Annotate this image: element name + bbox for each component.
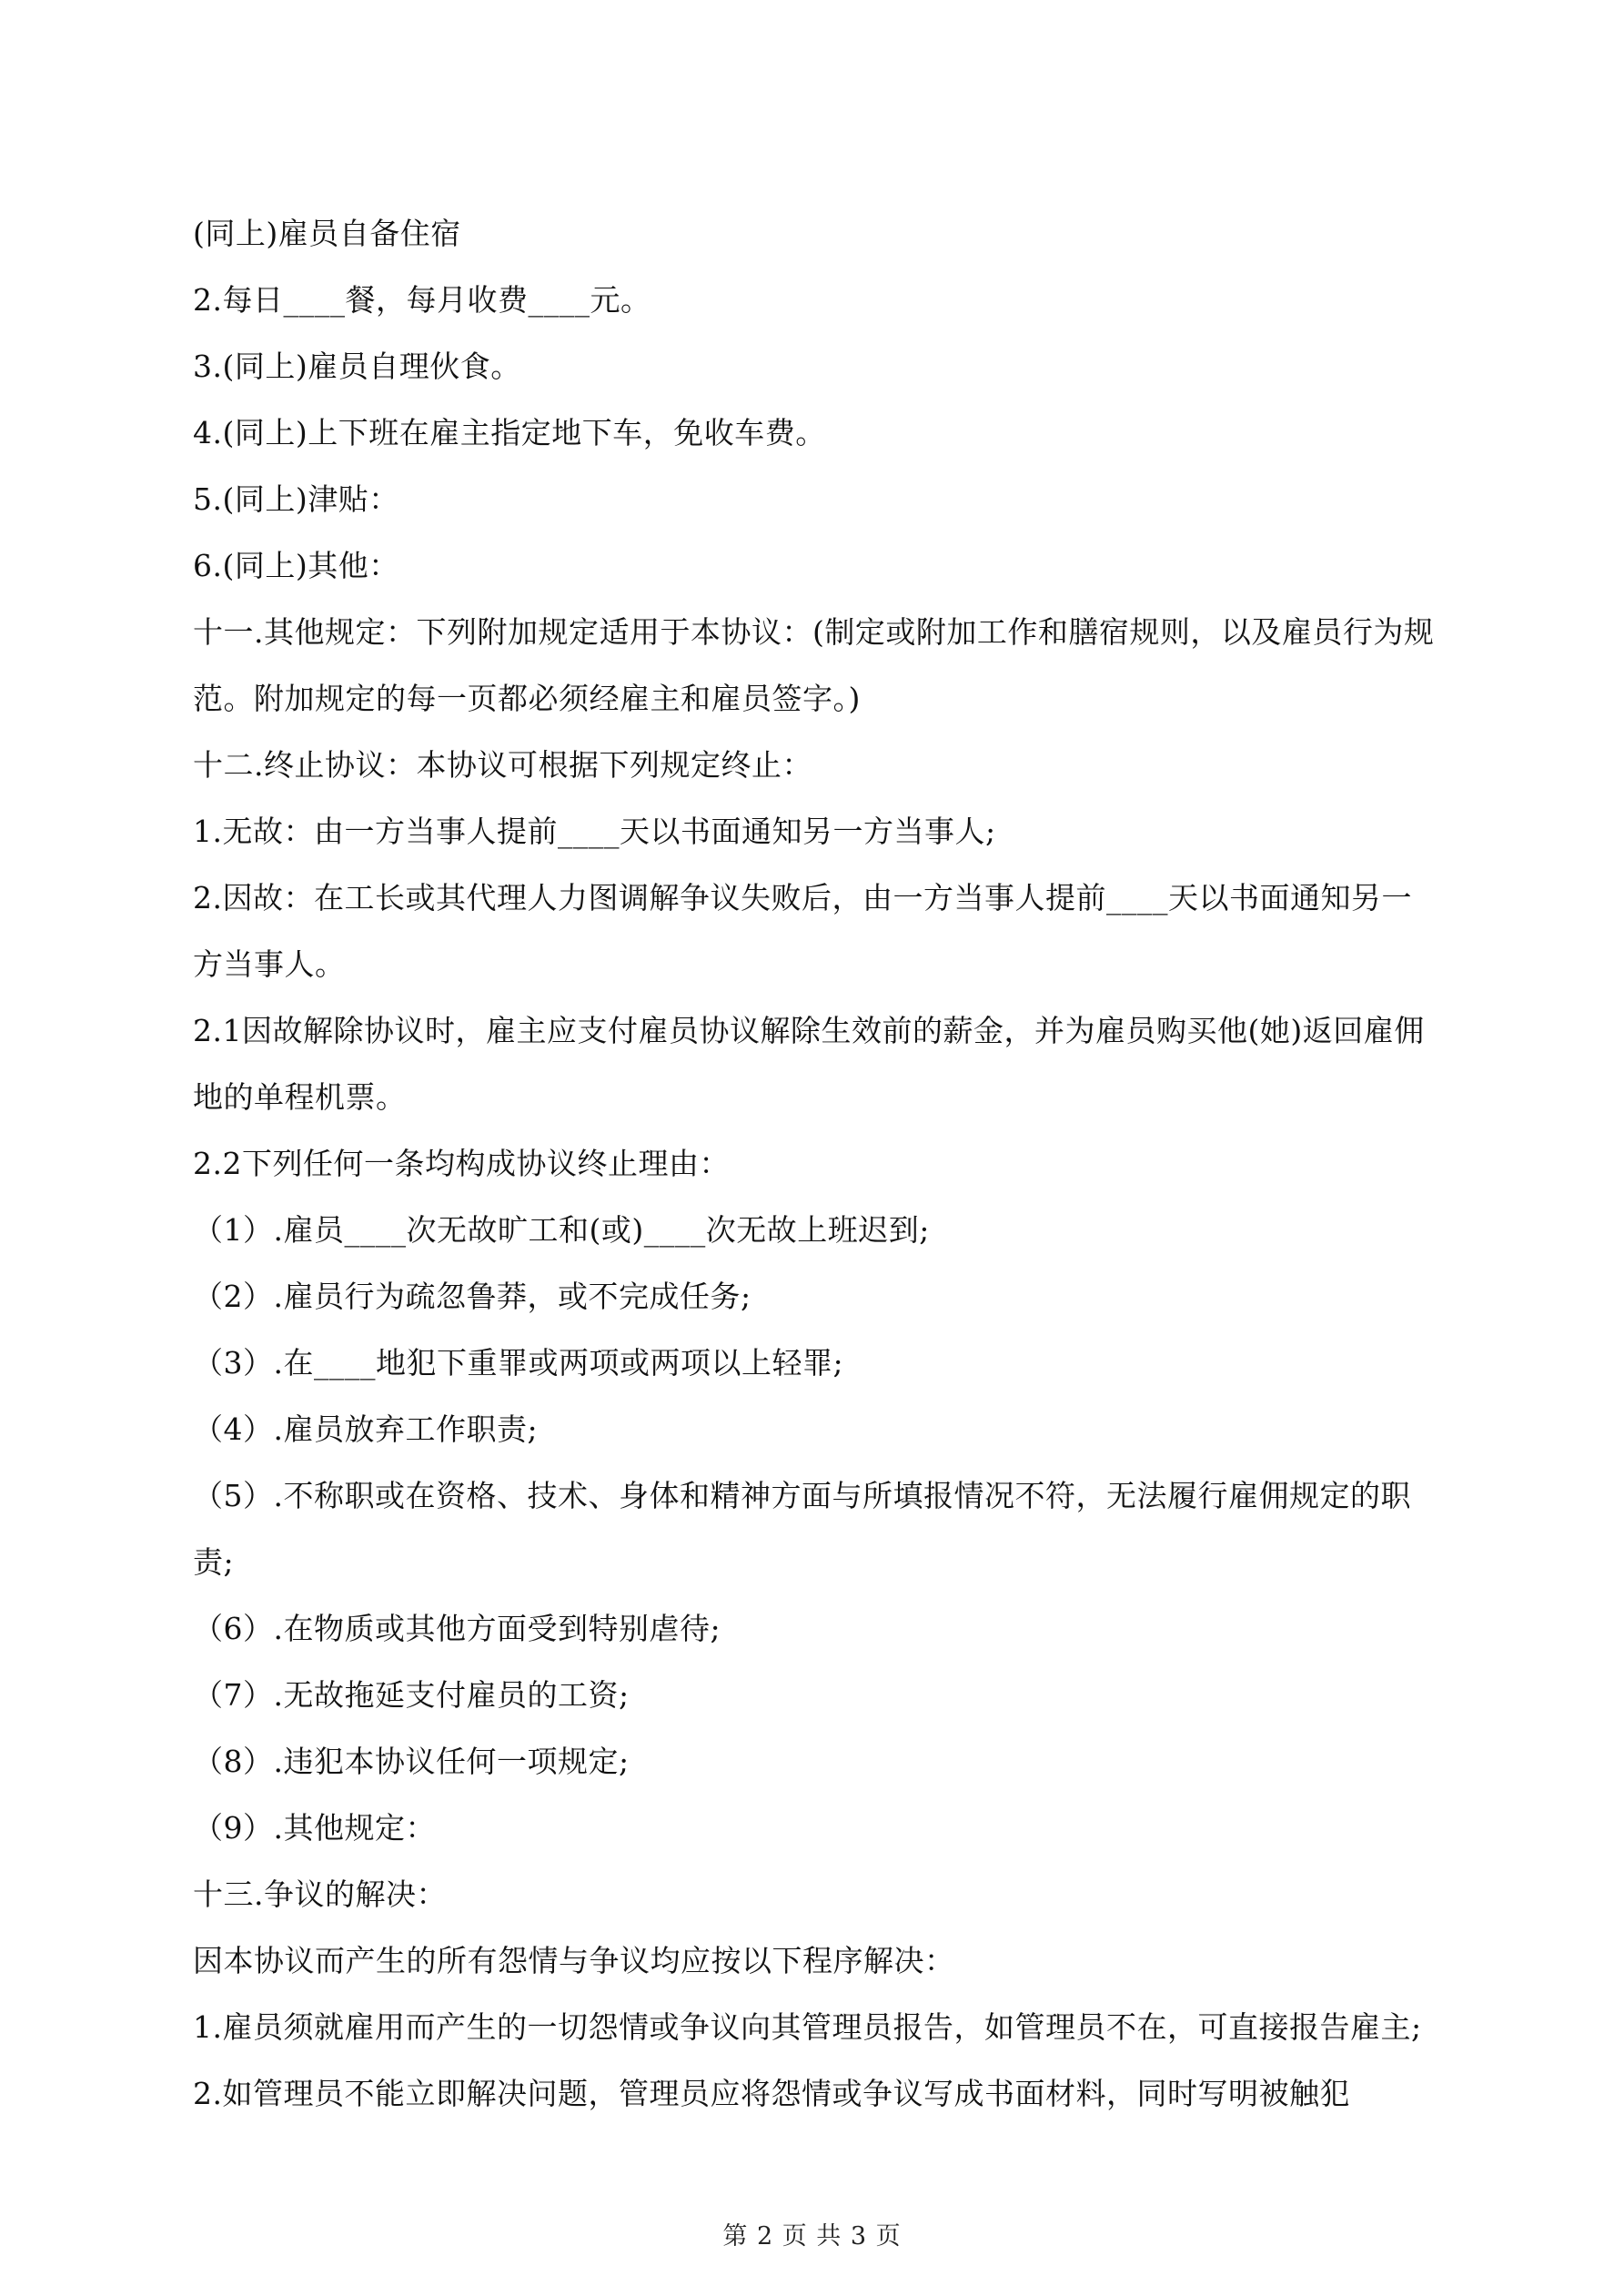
termination-reason-1: （1）.雇员____次无故旷工和(或)____次无故上班迟到;	[193, 1212, 930, 1248]
termination-reason-4: （4）.雇员放弃工作职责;	[193, 1411, 539, 1447]
termination-clause-2-1: 2.1因故解除协议时，雇主应支付雇员协议解除生效前的薪金，并为雇员购买他(她)返回雇佣地的单程机票。	[193, 1013, 1425, 1115]
dispute-intro: 因本协议而产生的所有怨情与争议均应按以下程序解决：	[193, 1943, 955, 1978]
page-number-footer: 第 2 页 共 3 页	[722, 2222, 902, 2250]
paragraph-other: 6.(同上)其他：	[193, 548, 399, 583]
termination-reason-9: （9）.其他规定：	[193, 1810, 436, 1846]
paragraph-transport: 4.(同上)上下班在雇主指定地下车，免收车费。	[193, 415, 826, 450]
termination-for-cause: 2.因故：在工长或其代理人力图调解争议失败后，由一方当事人提前____天以书面通知另一方当事人。	[193, 880, 1412, 982]
paragraph-lodging: (同上)雇员自备住宿	[193, 216, 461, 251]
paragraph-self-catering: 3.(同上)雇员自理伙食。	[193, 349, 521, 384]
termination-without-cause: 1.无故：由一方当事人提前____天以书面通知另一方当事人;	[193, 814, 996, 849]
document-body	[193, 200, 1441, 2127]
termination-reason-7: （7）.无故拖延支付雇员的工资;	[193, 1677, 630, 1713]
termination-reason-5: （5）.不称职或在资格、技术、身体和精神方面与所填报情况不符，无法履行雇佣规定的职责;	[193, 1478, 1411, 1580]
paragraph-allowance: 5.(同上)津贴：	[193, 481, 399, 517]
termination-reason-3: （3）.在____地犯下重罪或两项或两项以上轻罪;	[193, 1345, 844, 1381]
termination-reason-6: （6）.在物质或其他方面受到特别虐待;	[193, 1611, 721, 1646]
dispute-step-1: 1.雇员须就雇用而产生的一切怨情或争议向其管理员报告，如管理员不在，可直接报告雇主;	[193, 2009, 1422, 2045]
termination-clause-2-2: 2.2下列任何一条均构成协议终止理由：	[193, 1146, 730, 1181]
termination-reason-2: （2）.雇员行为疏忽鲁莽，或不完成任务;	[193, 1279, 751, 1314]
section-13-dispute-resolution: 十三.争议的解决：	[193, 1876, 447, 1912]
termination-reason-8: （8）.违犯本协议任何一项规定;	[193, 1744, 630, 1779]
dispute-step-2: 2.如管理员不能立即解决问题，管理员应将怨情或争议写成书面材料，同时写明被触犯	[193, 2076, 1350, 2111]
section-11-other-provisions: 十一.其他规定：下列附加规定适用于本协议：(制定或附加工作和膳宿规则，以及雇员行为规范。附加规定的每一页都必须经雇主和雇员签字。)	[193, 614, 1435, 716]
section-12-termination: 十二.终止协议：本协议可根据下列规定终止：	[193, 747, 812, 783]
paragraph-meals-fee: 2.每日____餐，每月收费____元。	[193, 282, 651, 318]
